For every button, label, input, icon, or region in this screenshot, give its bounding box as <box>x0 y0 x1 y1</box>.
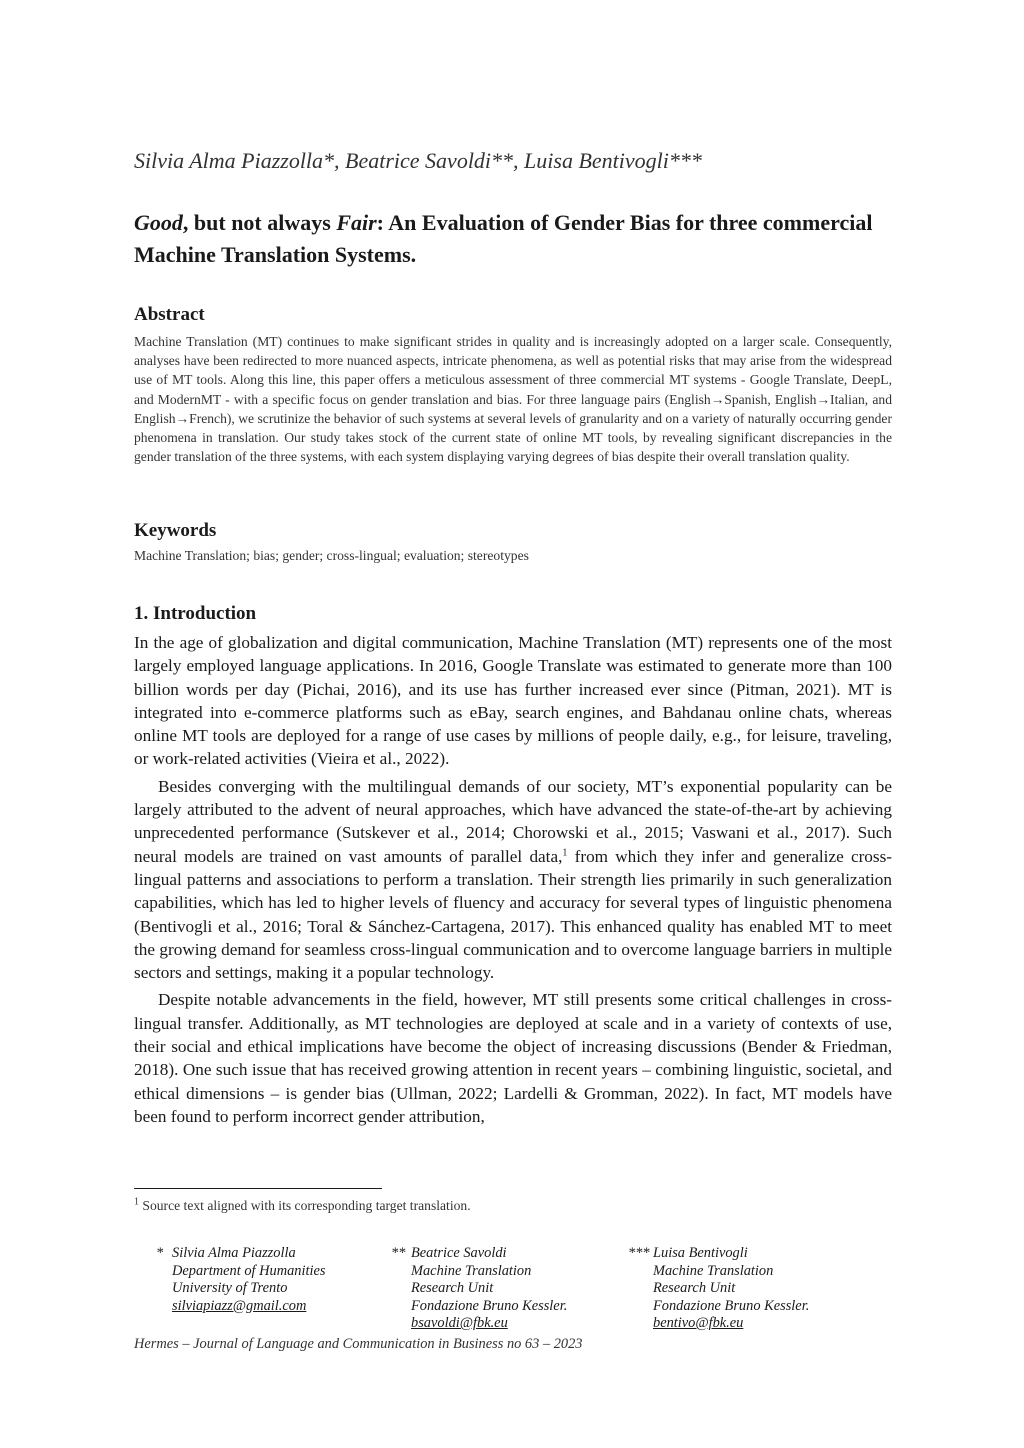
footnote-divider <box>134 1188 382 1189</box>
introduction-body <box>134 631 892 1128</box>
affiliation-line: Department of Humanities <box>172 1262 326 1279</box>
intro-paragraph-2 <box>134 775 892 985</box>
title-segment: : An Evaluation of Gender Bias for three commercial Machine Translation Systems. <box>134 210 873 267</box>
affiliation-line: Fondazione Bruno Kessler. <box>653 1297 810 1314</box>
affiliation-mark: ** <box>391 1245 406 1261</box>
affiliation-line: Machine Translation <box>411 1262 532 1279</box>
abstract-text: Machine Translation (MT) continues to make significant strides in quality and is increasingly adopted on a larger scale. Consequently, analyses have been redirected to more nuanced aspects, intricate phenomena, as well as potential risks that may arise from the widespread use of MT tools. Along this line, this paper offers a meticulous assessment of three commercial MT systems - Google Translate, DeepL, and ModernMT - with a specific focus on gender translation and bias. For three language pairs (English→Spanish, English→Italian, and English→French), we scrutinize the behavior of such systems at several levels of granularity and on a variety of naturally occurring gender phenomena in translation. Our study takes stock of the current state of online MT tools, by revealing significant discrepancies in the gender translation of the three systems, with each system displaying varying degrees of bias despite their overall translation quality. <box>134 334 892 465</box>
affiliation-line: Research Unit <box>411 1280 494 1296</box>
keywords-heading: Keywords <box>134 520 217 541</box>
journal-footer: Hermes – Journal of Language and Communication in Business no 63 – 2023 <box>134 1336 583 1352</box>
footnote-ref[interactable]: 1 <box>562 846 568 858</box>
author-email-link[interactable]: bsavoldi@fbk.eu <box>411 1315 508 1331</box>
affiliation-name: Silvia Alma Piazzolla <box>172 1245 296 1261</box>
affiliation-line: University of Trento <box>172 1280 288 1296</box>
intro-paragraph-1: In the age of globalization and digital communication, Machine Translation (MT) represents one of the most largely employed language applications. In 2016, Google Translate was estimated to generate more than 100 billion words per day (Pichai, 2016), and its use has further increased ever since (Pitman, 2021). MT is integrated into e-commerce platforms such as eBay, search engines, and Bahdanau online chats, whereas online MT tools are deployed for a range of use cases by millions of people daily, e.g., for leisure, traveling, or work-related activities (Vieira et al., 2022). <box>134 633 892 769</box>
footnote-number: 1 <box>134 1196 139 1208</box>
affiliation-name: Beatrice Savoldi <box>411 1245 507 1261</box>
author-email-link[interactable]: silviapiazz@gmail.com <box>172 1297 307 1314</box>
affiliation-mark: *** <box>628 1245 650 1261</box>
affiliation-mark: * <box>156 1245 164 1261</box>
footnote <box>134 1198 471 1214</box>
affiliation-author-1 <box>156 1245 325 1315</box>
author-email-link[interactable]: bentivo@fbk.eu <box>653 1315 744 1331</box>
affiliation-line: Research Unit <box>653 1280 736 1296</box>
author-list: Silvia Alma Piazzolla*, Beatrice Savoldi**, Luisa Bentivogli*** <box>134 148 702 173</box>
intro-paragraph-2-b: from which they infer and generalize cross-lingual patterns and associations to perform a translation. Their strength lies primarily in such generalization capabilities, which has led to higher levels of fluency and accuracy for several types of linguistic phenomena (Bentivogli et al., 2016; Toral & Sánchez-Cartagena, 2017). This enhanced quality has enabled MT to meet the growing demand for seamless cross-lingual communication and to overcome language barriers in multiple sectors and settings, making it a popular technology. <box>134 846 892 983</box>
affiliation-author-2 <box>391 1245 567 1333</box>
title-segment: , but not always <box>182 210 337 235</box>
footnote-text: Source text aligned with its corresponding target translation. <box>139 1198 471 1213</box>
affiliation-line: Fondazione Bruno Kessler. <box>411 1297 568 1314</box>
affiliation-line: Machine Translation <box>653 1262 774 1279</box>
intro-paragraph-3: Despite notable advancements in the field, however, MT still presents some critical challenges in cross-lingual transfer. Additionally, as MT technologies are deployed at scale and in a variety of contexts of use, their social and ethical implications have become the object of increasing discussions (Bender & Friedman, 2018). One such issue that has received growing attention in recent years – combining linguistic, societal, and ethical dimensions – is gender bias (Ullman, 2022; Lardelli & Gromman, 2022). In fact, MT models have been found to perform incorrect gender attribution, <box>134 990 892 1126</box>
abstract-heading: Abstract <box>134 304 205 325</box>
paper-title <box>134 207 892 271</box>
affiliation-author-3 <box>628 1245 809 1333</box>
affiliation-name: Luisa Bentivogli <box>653 1245 748 1261</box>
intro-paragraph-2-a: Besides converging with the multilingual demands of our society, MT’s exponential popularity can be largely attributed to the advent of neural approaches, which have advanced the state-of-the-art by achieving unprecedented performance (Sutskever et al., 2014; Chorowski et al., 2015; Vaswani et al., 2017). Such neural models are trained on vast amounts of parallel data, <box>134 776 892 866</box>
keywords-text: Machine Translation; bias; gender; cross-lingual; evaluation; stereotypes <box>134 548 529 563</box>
title-emph-fair: Fair <box>336 210 377 235</box>
title-emph-good: Good <box>134 210 183 235</box>
introduction-heading: 1. Introduction <box>134 603 257 624</box>
